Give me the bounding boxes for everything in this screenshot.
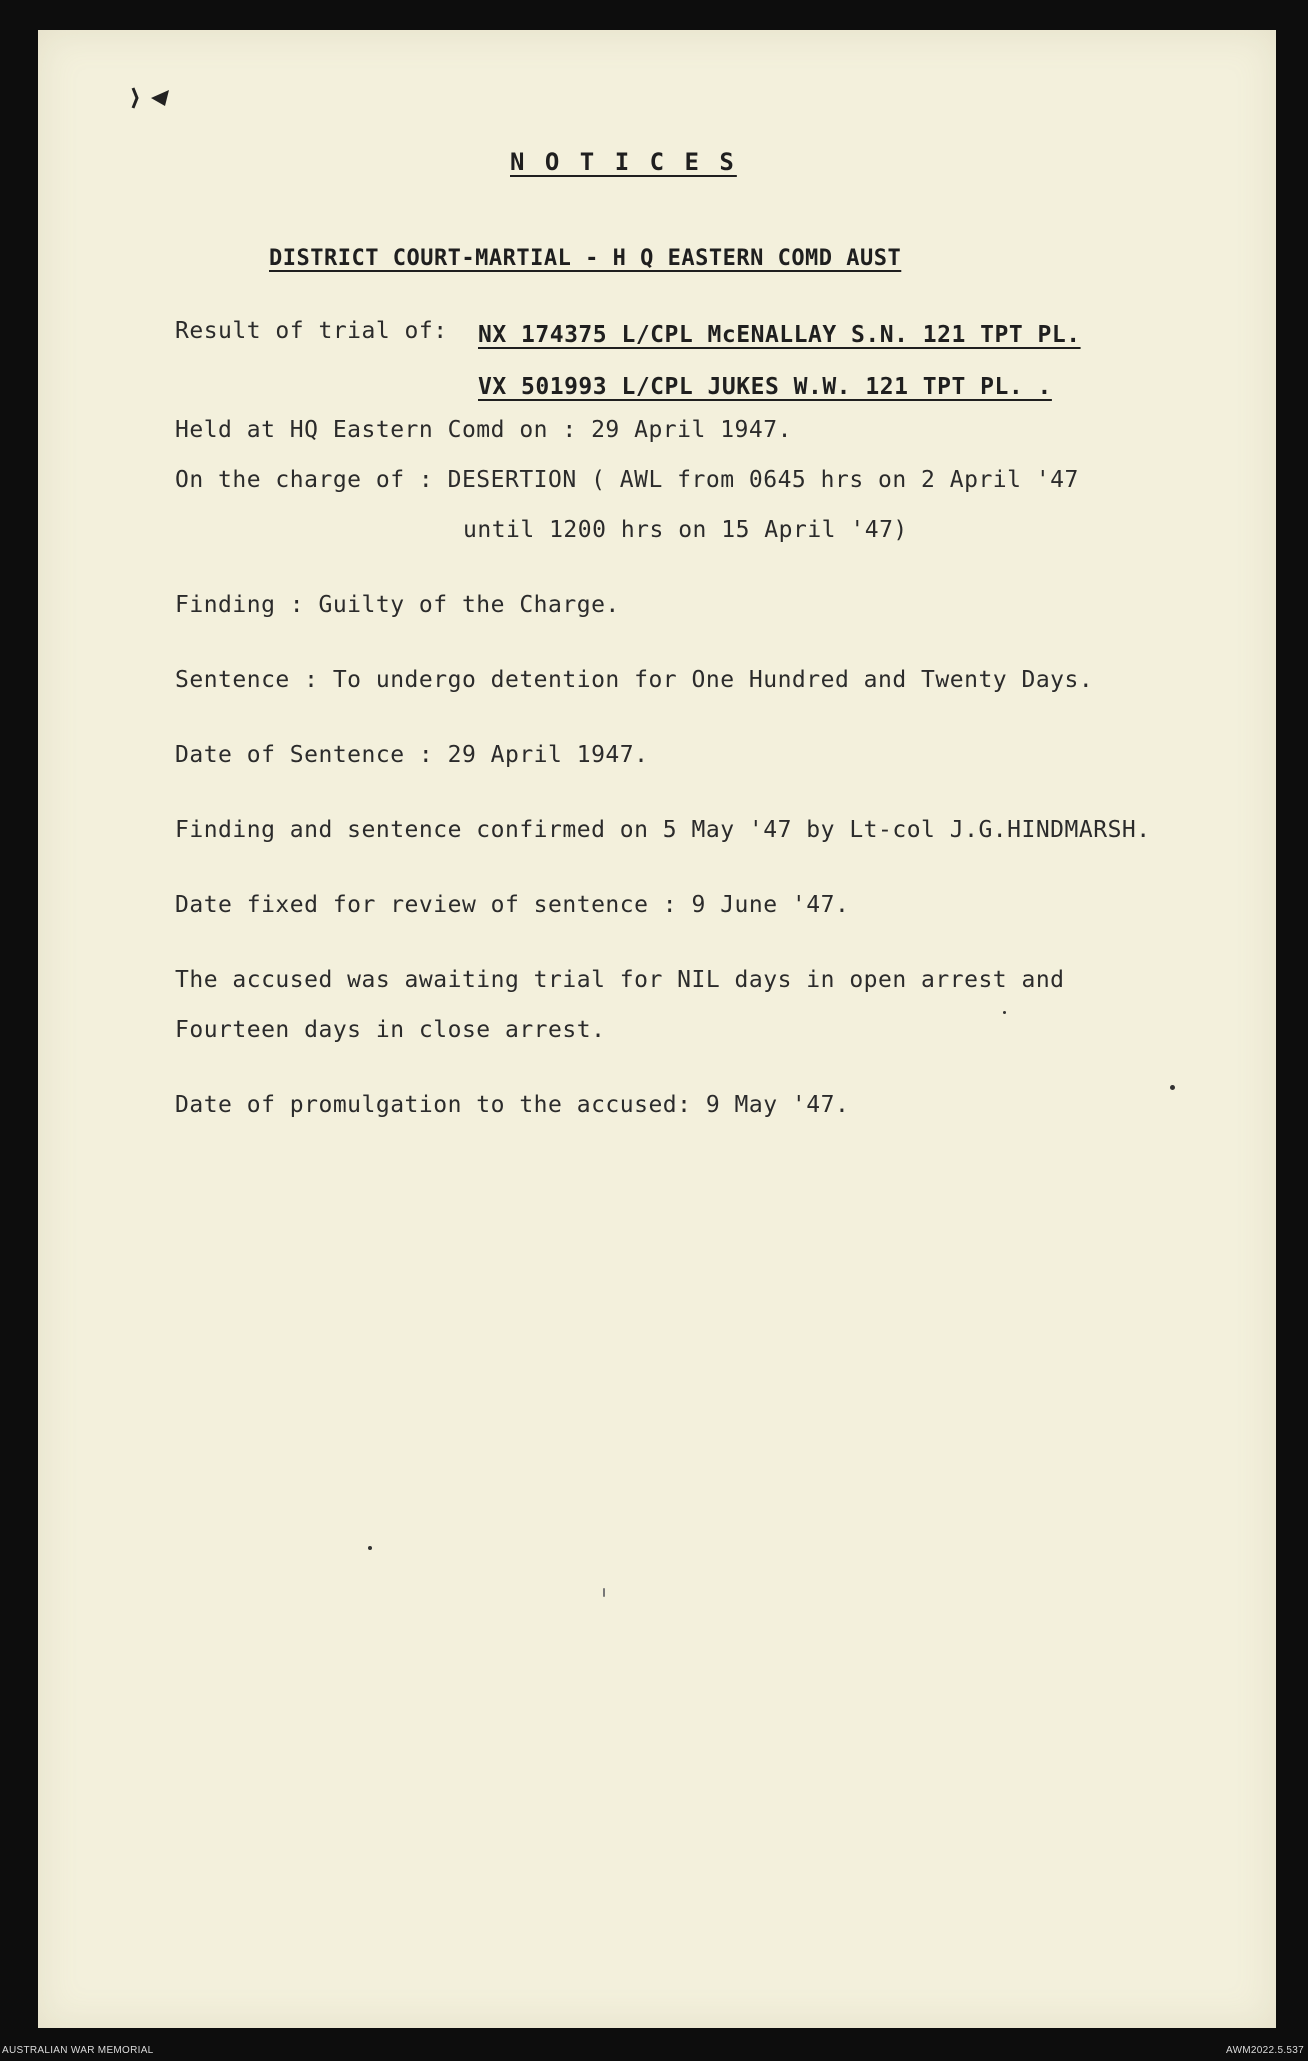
footer-left: AUSTRALIAN WAR MEMORIAL bbox=[2, 2045, 154, 2056]
footer-right: AWM2022.5.537 bbox=[1225, 2045, 1304, 2056]
accused-1: NX 174375 L/CPL McENALLAY S.N. 121 TPT PL. bbox=[478, 322, 1081, 348]
confirmation-line: Finding and sentence confirmed on 5 May '47 by Lt-col J.G.HINDMARSH. bbox=[175, 817, 1151, 843]
awaiting-line-2: Fourteen days in close arrest. bbox=[175, 1017, 606, 1043]
page-title: N O T I C E S bbox=[510, 148, 737, 176]
paper-speck bbox=[368, 1546, 372, 1550]
sentence-line: Sentence : To undergo detention for One Hundred and Twenty Days. bbox=[175, 667, 1094, 693]
charge-line-1: On the charge of : DESERTION ( AWL from 0645 hrs on 2 April '47 bbox=[175, 467, 1079, 493]
accused-2: VX 501993 L/CPL JUKES W.W. 121 TPT PL. . bbox=[478, 374, 1052, 400]
paper-speck bbox=[1170, 1085, 1175, 1090]
review-date-line: Date fixed for review of sentence : 9 June '47. bbox=[175, 892, 850, 918]
court-heading: DISTRICT COURT-MARTIAL - H Q EASTERN COMD AUST bbox=[269, 246, 902, 271]
awaiting-line-1: The accused was awaiting trial for NIL days in open arrest and bbox=[175, 967, 1065, 993]
finding-line: Finding : Guilty of the Charge. bbox=[175, 592, 620, 618]
document-page bbox=[38, 30, 1276, 2028]
charge-line-2: until 1200 hrs on 15 April '47) bbox=[463, 517, 908, 543]
promulgation-line: Date of promulgation to the accused: 9 May '47. bbox=[175, 1092, 850, 1118]
trial-label: Result of trial of: bbox=[175, 318, 448, 344]
held-at-line: Held at HQ Eastern Comd on : 29 April 1947. bbox=[175, 417, 792, 443]
paper-speck bbox=[1003, 1011, 1006, 1014]
punch-hole-mark bbox=[123, 80, 183, 120]
date-of-sentence-line: Date of Sentence : 29 April 1947. bbox=[175, 742, 649, 768]
paper-speck bbox=[603, 1588, 605, 1597]
